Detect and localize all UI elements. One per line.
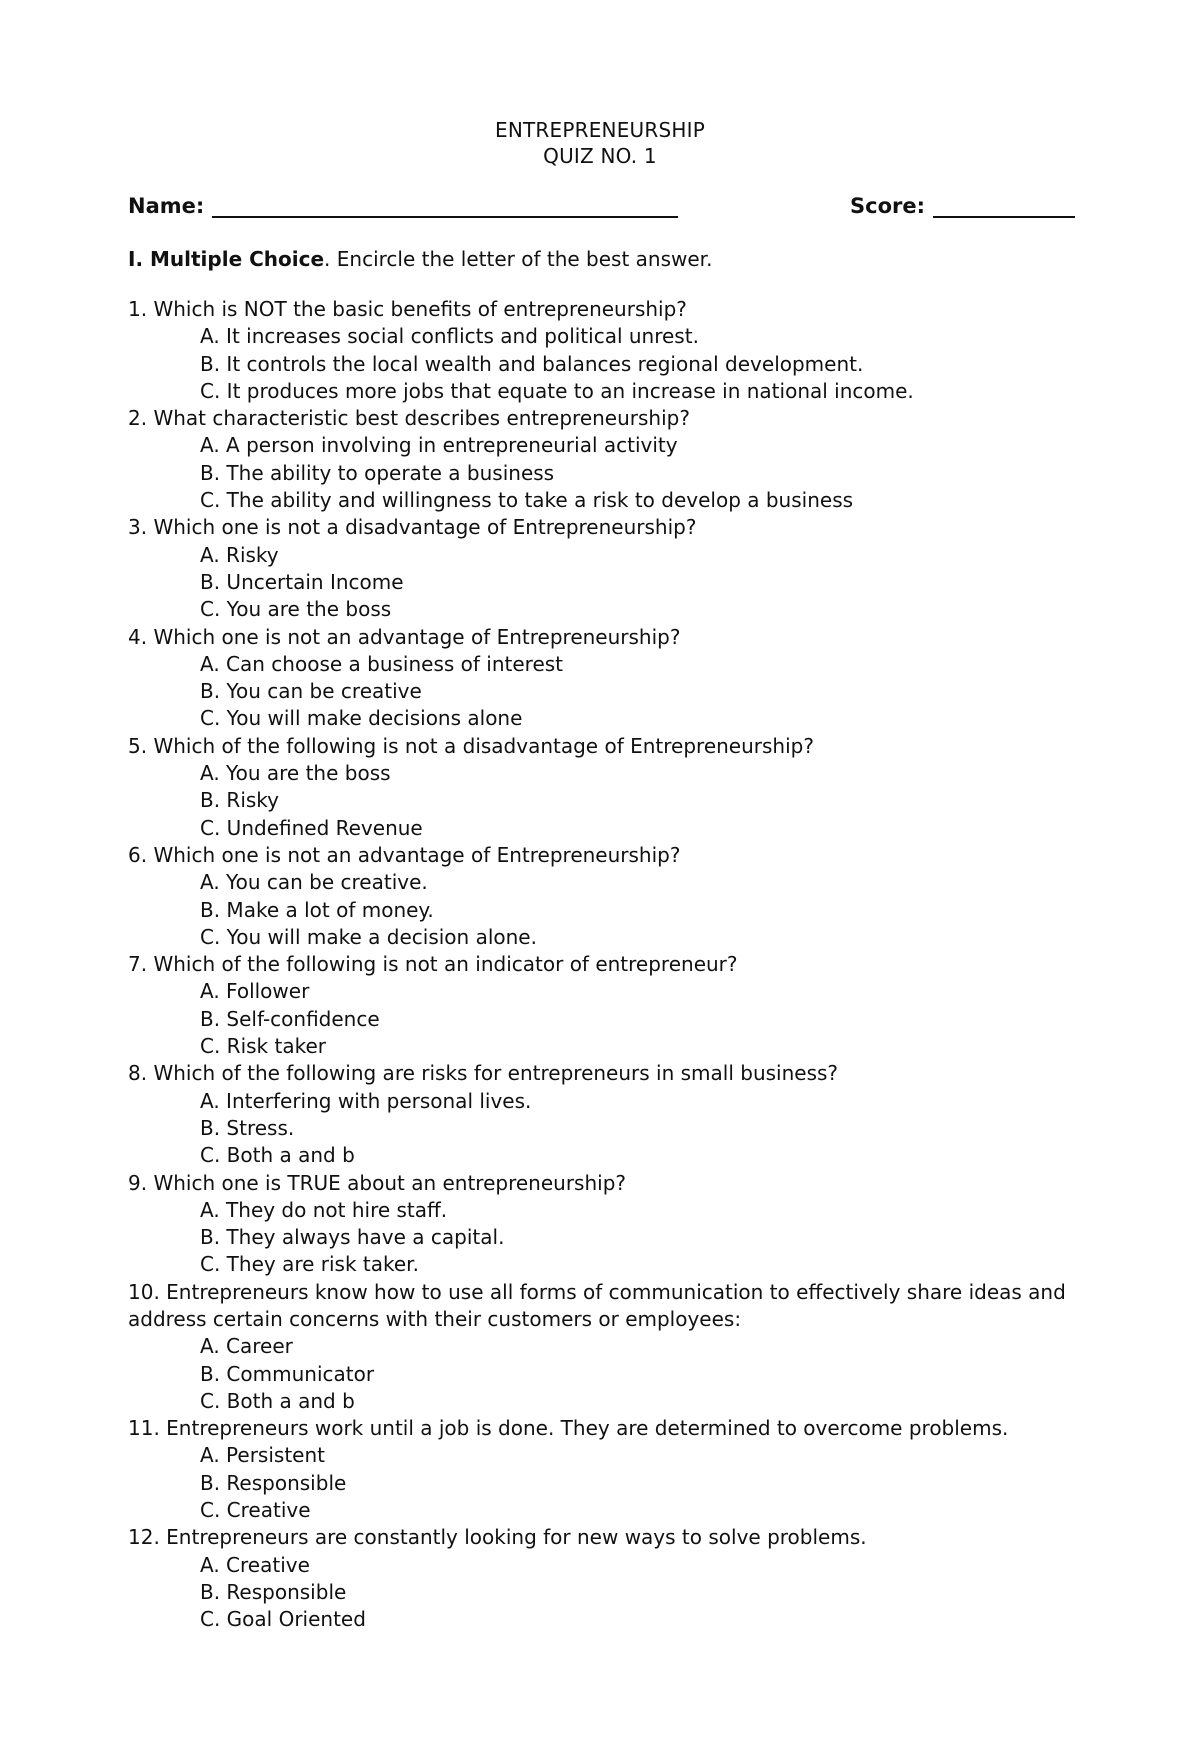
question-text: 1. Which is NOT the basic benefits of entrepreneurship? (128, 297, 687, 321)
answer-option[interactable]: C. The ability and willingness to take a risk to develop a business (200, 488, 854, 513)
answer-option[interactable]: B. The ability to operate a business (200, 460, 555, 485)
answer-option[interactable]: C. It produces more jobs that equate to an increase in national income. (200, 378, 914, 403)
question-item (128, 296, 1068, 405)
question-text: 6. Which one is not an advantage of Entrepreneurship? (128, 842, 681, 867)
answer-option[interactable]: B. Stress. (200, 1115, 295, 1140)
score-field (850, 194, 1075, 218)
answer-option[interactable]: A. You can be creative. (200, 870, 428, 895)
question-item (128, 624, 1068, 733)
question-item (128, 1170, 1068, 1279)
answer-option[interactable]: C. You will make a decision alone. (200, 924, 537, 949)
page-title: ENTREPRENEURSHIP (495, 118, 705, 142)
answer-option[interactable]: B. It controls the local wealth and balances regional development. (200, 351, 864, 376)
question-text: 8. Which of the following are risks for entrepreneurs in small business? (128, 1061, 839, 1086)
answer-option[interactable]: C. Risk taker (200, 1034, 326, 1059)
name-answer-line[interactable] (212, 194, 678, 218)
question-item (128, 405, 1068, 514)
question-item (128, 514, 1068, 623)
question-text: 10. Entrepreneurs know how to use all forms of communication to effectively share ideas and address certain concerns with their customers or employees: (128, 1279, 1066, 1331)
question-text: 2. What characteristic best describes entrepreneurship? (128, 406, 690, 431)
answer-option[interactable]: C. Goal Oriented (200, 1607, 366, 1632)
section-instruction (128, 246, 712, 272)
question-text: 4. Which one is not an advantage of Entrepreneurship? (128, 624, 681, 649)
answer-option[interactable]: B. Uncertain Income (200, 569, 404, 594)
answer-option[interactable]: B. Make a lot of money. (200, 897, 434, 922)
answer-option[interactable]: B. They always have a capital. (200, 1225, 505, 1250)
answer-option[interactable]: A. Risky (200, 542, 279, 567)
name-label: Name: (128, 194, 205, 218)
answer-option[interactable]: C. You will make decisions alone (200, 706, 523, 731)
question-text: 12. Entrepreneurs are constantly looking for new ways to solve problems. (128, 1525, 867, 1550)
question-item (128, 1279, 1068, 1415)
question-list (128, 296, 1068, 1634)
answer-option[interactable]: B. Self-confidence (200, 1006, 380, 1031)
answer-option[interactable]: A. You are the boss (200, 761, 391, 786)
question-text: 11. Entrepreneurs work until a job is done. They are determined to overcome problems. (128, 1416, 1009, 1441)
answer-option[interactable]: A. Can choose a business of interest (200, 651, 564, 676)
answer-option[interactable]: A. Career (200, 1334, 293, 1359)
instruction-text: . Encircle the letter of the best answer. (324, 247, 713, 271)
page-subtitle: QUIZ NO. 1 (543, 144, 657, 168)
question-item (128, 842, 1068, 951)
question-item (128, 1060, 1068, 1169)
question-text: 5. Which of the following is not a disadvantage of Entrepreneurship? (128, 733, 814, 758)
question-text: 3. Which one is not a disadvantage of Entrepreneurship? (128, 515, 697, 540)
question-item (128, 1524, 1068, 1633)
answer-option[interactable]: A. Persistent (200, 1443, 325, 1468)
question-item (128, 1415, 1068, 1524)
answer-option[interactable]: A. They do not hire staff. (200, 1197, 448, 1222)
answer-option[interactable]: A. Interfering with personal lives. (200, 1088, 532, 1113)
question-text: 9. Which one is TRUE about an entrepreneurship? (128, 1170, 627, 1195)
score-label: Score: (850, 194, 925, 218)
answer-option[interactable]: B. You can be creative (200, 679, 422, 704)
score-answer-line[interactable] (933, 194, 1075, 218)
answer-option[interactable]: A. Creative (200, 1552, 310, 1577)
answer-option[interactable]: C. Both a and b (200, 1143, 355, 1168)
answer-option[interactable]: B. Responsible (200, 1470, 347, 1495)
answer-option[interactable]: B. Responsible (200, 1579, 347, 1604)
question-text: 7. Which of the following is not an indicator of entrepreneur? (128, 952, 738, 977)
answer-option[interactable]: C. Both a and b (200, 1388, 355, 1413)
answer-option[interactable]: A. Follower (200, 979, 310, 1004)
answer-option[interactable]: B. Risky (200, 788, 280, 813)
answer-option[interactable]: C. You are the boss (200, 597, 392, 622)
question-item (128, 951, 1068, 1060)
answer-option[interactable]: C. Creative (200, 1498, 311, 1523)
question-item (128, 733, 1068, 842)
name-field (128, 194, 678, 218)
section-heading: I. Multiple Choice (128, 247, 325, 271)
answer-option[interactable]: A. A person involving in entrepreneurial activity (200, 433, 678, 458)
answer-option[interactable]: C. Undefined Revenue (200, 815, 423, 840)
answer-option[interactable]: A. It increases social conflicts and political unrest. (200, 324, 699, 349)
answer-option[interactable]: C. They are risk taker. (200, 1252, 419, 1277)
student-fields (128, 194, 1084, 224)
answer-option[interactable]: B. Communicator (200, 1361, 375, 1386)
